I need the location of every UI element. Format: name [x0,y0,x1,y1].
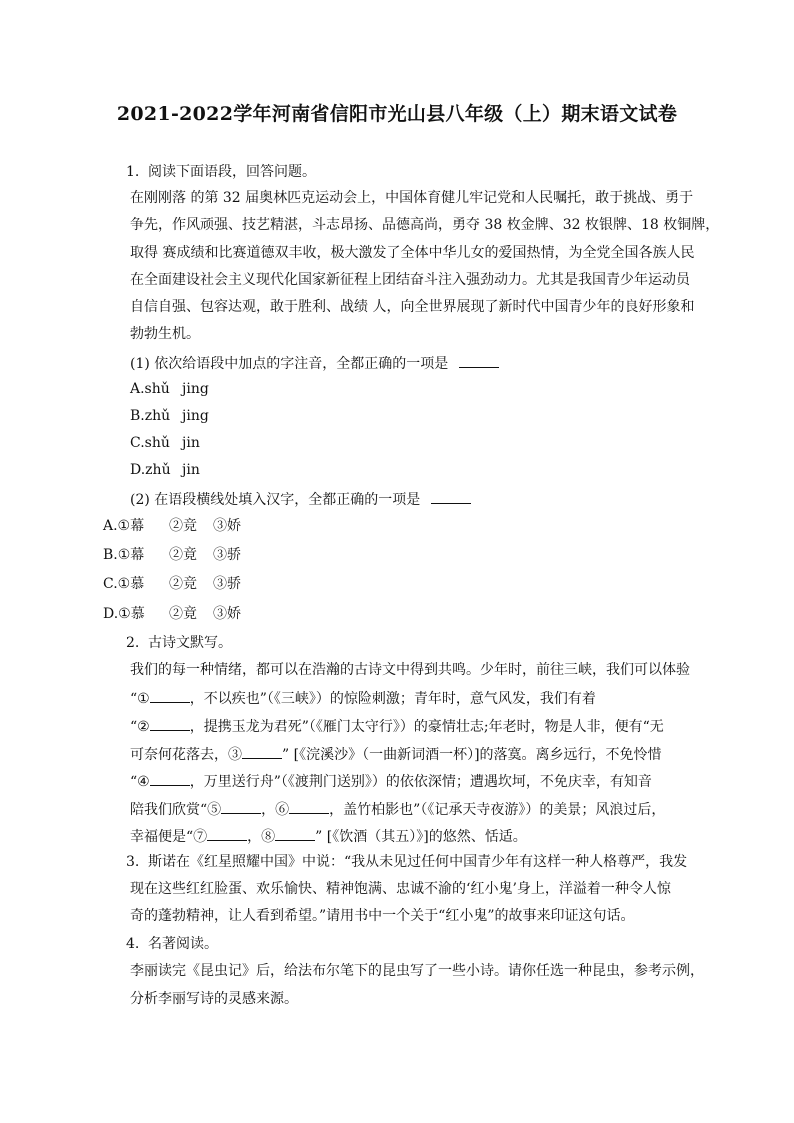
q1-sub2-option-c-b: ②竞 [169,576,197,592]
q2-text-segment: ，万里送行舟”（《渡荆门送别》）的依依深情；遭遇坎坷，不免庆幸，有知音 [189,774,652,790]
q2-text-line [130,771,652,791]
q2-text-segment: ，盖竹柏影也”（《记承天寺夜游》）的美景；风浪过后， [329,802,666,818]
q1-passage-line: 取得 赛成绩和比赛道德双丰收，极大激发了全体中华儿女的爱国热情，为全党全国各族人民 [130,245,695,261]
fill-blank-5[interactable] [221,799,261,814]
question-3-number: 3. [126,854,140,870]
q1-sub1-option-b-value: jing [182,408,209,424]
q1-sub1-option-a-value: jing [182,381,209,397]
exam-title: 2021-2022学年河南省信阳市光山县八年级（上）期末语文试卷 [116,103,678,125]
q1-sub1-option-b-letter[interactable]: B.zhǔ [130,408,171,424]
answer-blank[interactable] [459,353,499,368]
q1-sub2-option-a-letter[interactable]: A.①幕 [103,518,145,534]
q2-text-segment: “② [130,719,150,735]
q2-text-segment: “④ [130,774,150,790]
q1-sub2-stem-text: (2) 在语段横线处填入汉字，全都正确的一项是 [130,492,421,508]
q2-text-segment: ，⑧ [247,829,276,845]
q3-text-line: 奇的蓬勃精神，让人看到希望。”请用书中一个关于“红小鬼”的故事来印证这句话。 [130,908,635,924]
q1-sub1-stem-text: (1) 依次给语段中加点的字注音，全都正确的一项是 [130,356,449,372]
q1-sub2-option-c-c: ③骄 [213,576,241,592]
fill-blank-7[interactable] [207,826,247,841]
q1-sub1-option-c-letter[interactable]: C.shǔ [130,435,170,451]
q1-sub1-option-d-value: jin [182,462,200,478]
q2-text-line [130,799,665,819]
q1-sub2-option-a-b: ②竞 [169,518,197,534]
q1-sub2-option-a-c: ③娇 [213,518,241,534]
q2-text-line [130,688,596,708]
q1-sub1-option-a-letter[interactable]: A.shǔ [130,381,170,397]
q1-sub2-stem [130,489,471,509]
q2-text-segment: ” [《饮酒（其五）》]的悠然、恬适。 [315,829,527,845]
q1-passage-line: 自信自强、包容达观，敢于胜利、战绩 人，向全世界展现了新时代中国青少年的良好形象和 [130,299,695,315]
fill-blank-8[interactable] [275,826,315,841]
question-4-number: 4. [126,936,140,952]
q1-sub2-option-d-c: ③娇 [213,606,241,622]
q1-sub2-option-b-b: ②竟 [169,547,197,563]
q1-sub2-option-c-letter[interactable]: C.①慕 [103,576,145,592]
q2-text-segment: 陪我们欣赏“⑤ [130,802,222,818]
question-2-prompt: 古诗文默写。 [148,635,232,651]
fill-blank-3[interactable] [242,744,282,759]
q1-sub1-stem [130,353,499,373]
answer-blank[interactable] [431,489,471,504]
q1-sub2-option-b-letter[interactable]: B.①幕 [103,547,145,563]
q2-text-segment: 可奈何花落去，③ [130,747,242,763]
q2-text-line [130,744,662,764]
q1-sub1-option-c-value: jin [182,435,200,451]
q1-passage-line: 在全面建设社会主义现代化国家新征程上团结奋斗注入强劲动力。尤其是我国青少年运动员 [130,272,690,288]
q1-sub2-option-b-c: ③骄 [213,547,241,563]
q2-text-segment: 幸福便是“⑦ [130,829,208,845]
q2-text-line: 我们的每一种情绪，都可以在浩瀚的古诗文中得到共鸣。少年时，前往三峡，我们可以体验 [130,662,690,678]
question-1-number: 1. [126,164,140,180]
q1-sub2-option-d-letter[interactable]: D.①慕 [103,606,145,622]
question-2-number: 2. [126,635,140,651]
q2-text-segment: ，提携玉龙为君死”（《雁门太守行》）的豪情壮志;年老时，物是人非，便有“无 [189,719,664,735]
q2-text-segment: ” [《浣溪沙》（一曲新词酒一杯）]的落寞。离乡远行，不免怜惜 [282,747,662,763]
question-1-prompt: 阅读下面语段，回答问题。 [148,164,316,180]
q2-text-segment: “① [130,691,150,707]
fill-blank-4[interactable] [150,771,190,786]
fill-blank-1[interactable] [150,688,190,703]
q2-text-line [130,716,664,736]
question-4-prompt: 名著阅读。 [148,936,218,952]
q1-passage-line: 勃勃生机。 [130,326,200,342]
q2-text-segment: ，不以疾也”（《三峡》）的惊险刺激；青年时，意气风发，我们有着 [189,691,596,707]
q2-text-segment: ，⑥ [261,802,290,818]
q1-passage-line: 在刚刚落 的第 32 届奥林匹克运动会上，中国体育健儿牢记党和人民嘱托，敢于挑战、勇于 [130,190,694,206]
fill-blank-6[interactable] [289,799,329,814]
q1-passage-line: 争先，作风顽强、技艺精湛，斗志昂扬、品德高尚，勇夺 38 枚金牌、32 枚银牌、18 枚铜牌， [130,217,720,233]
q1-sub2-option-d-b: ②竟 [169,606,197,622]
q3-text-line: 斯诺在《红星照耀中国》中说：“我从未见过任何中国青少年有这样一种人格尊严，我发 [148,854,688,870]
q2-text-line [130,826,527,846]
q4-text-line: 李丽读完《昆虫记》后，给法布尔笔下的昆虫写了一些小诗。请你任选一种昆虫，参考示例， [130,963,704,979]
q1-sub1-option-d-letter[interactable]: D.zhǔ [130,462,171,478]
q4-text-line: 分析李丽写诗的灵感来源。 [130,991,298,1007]
fill-blank-2[interactable] [150,716,190,731]
q3-text-line: 现在这些红红脸蛋、欢乐愉快、精神饱满、忠诚不渝的‘红小鬼’身上，洋溢着一种令人惊 [130,881,671,897]
